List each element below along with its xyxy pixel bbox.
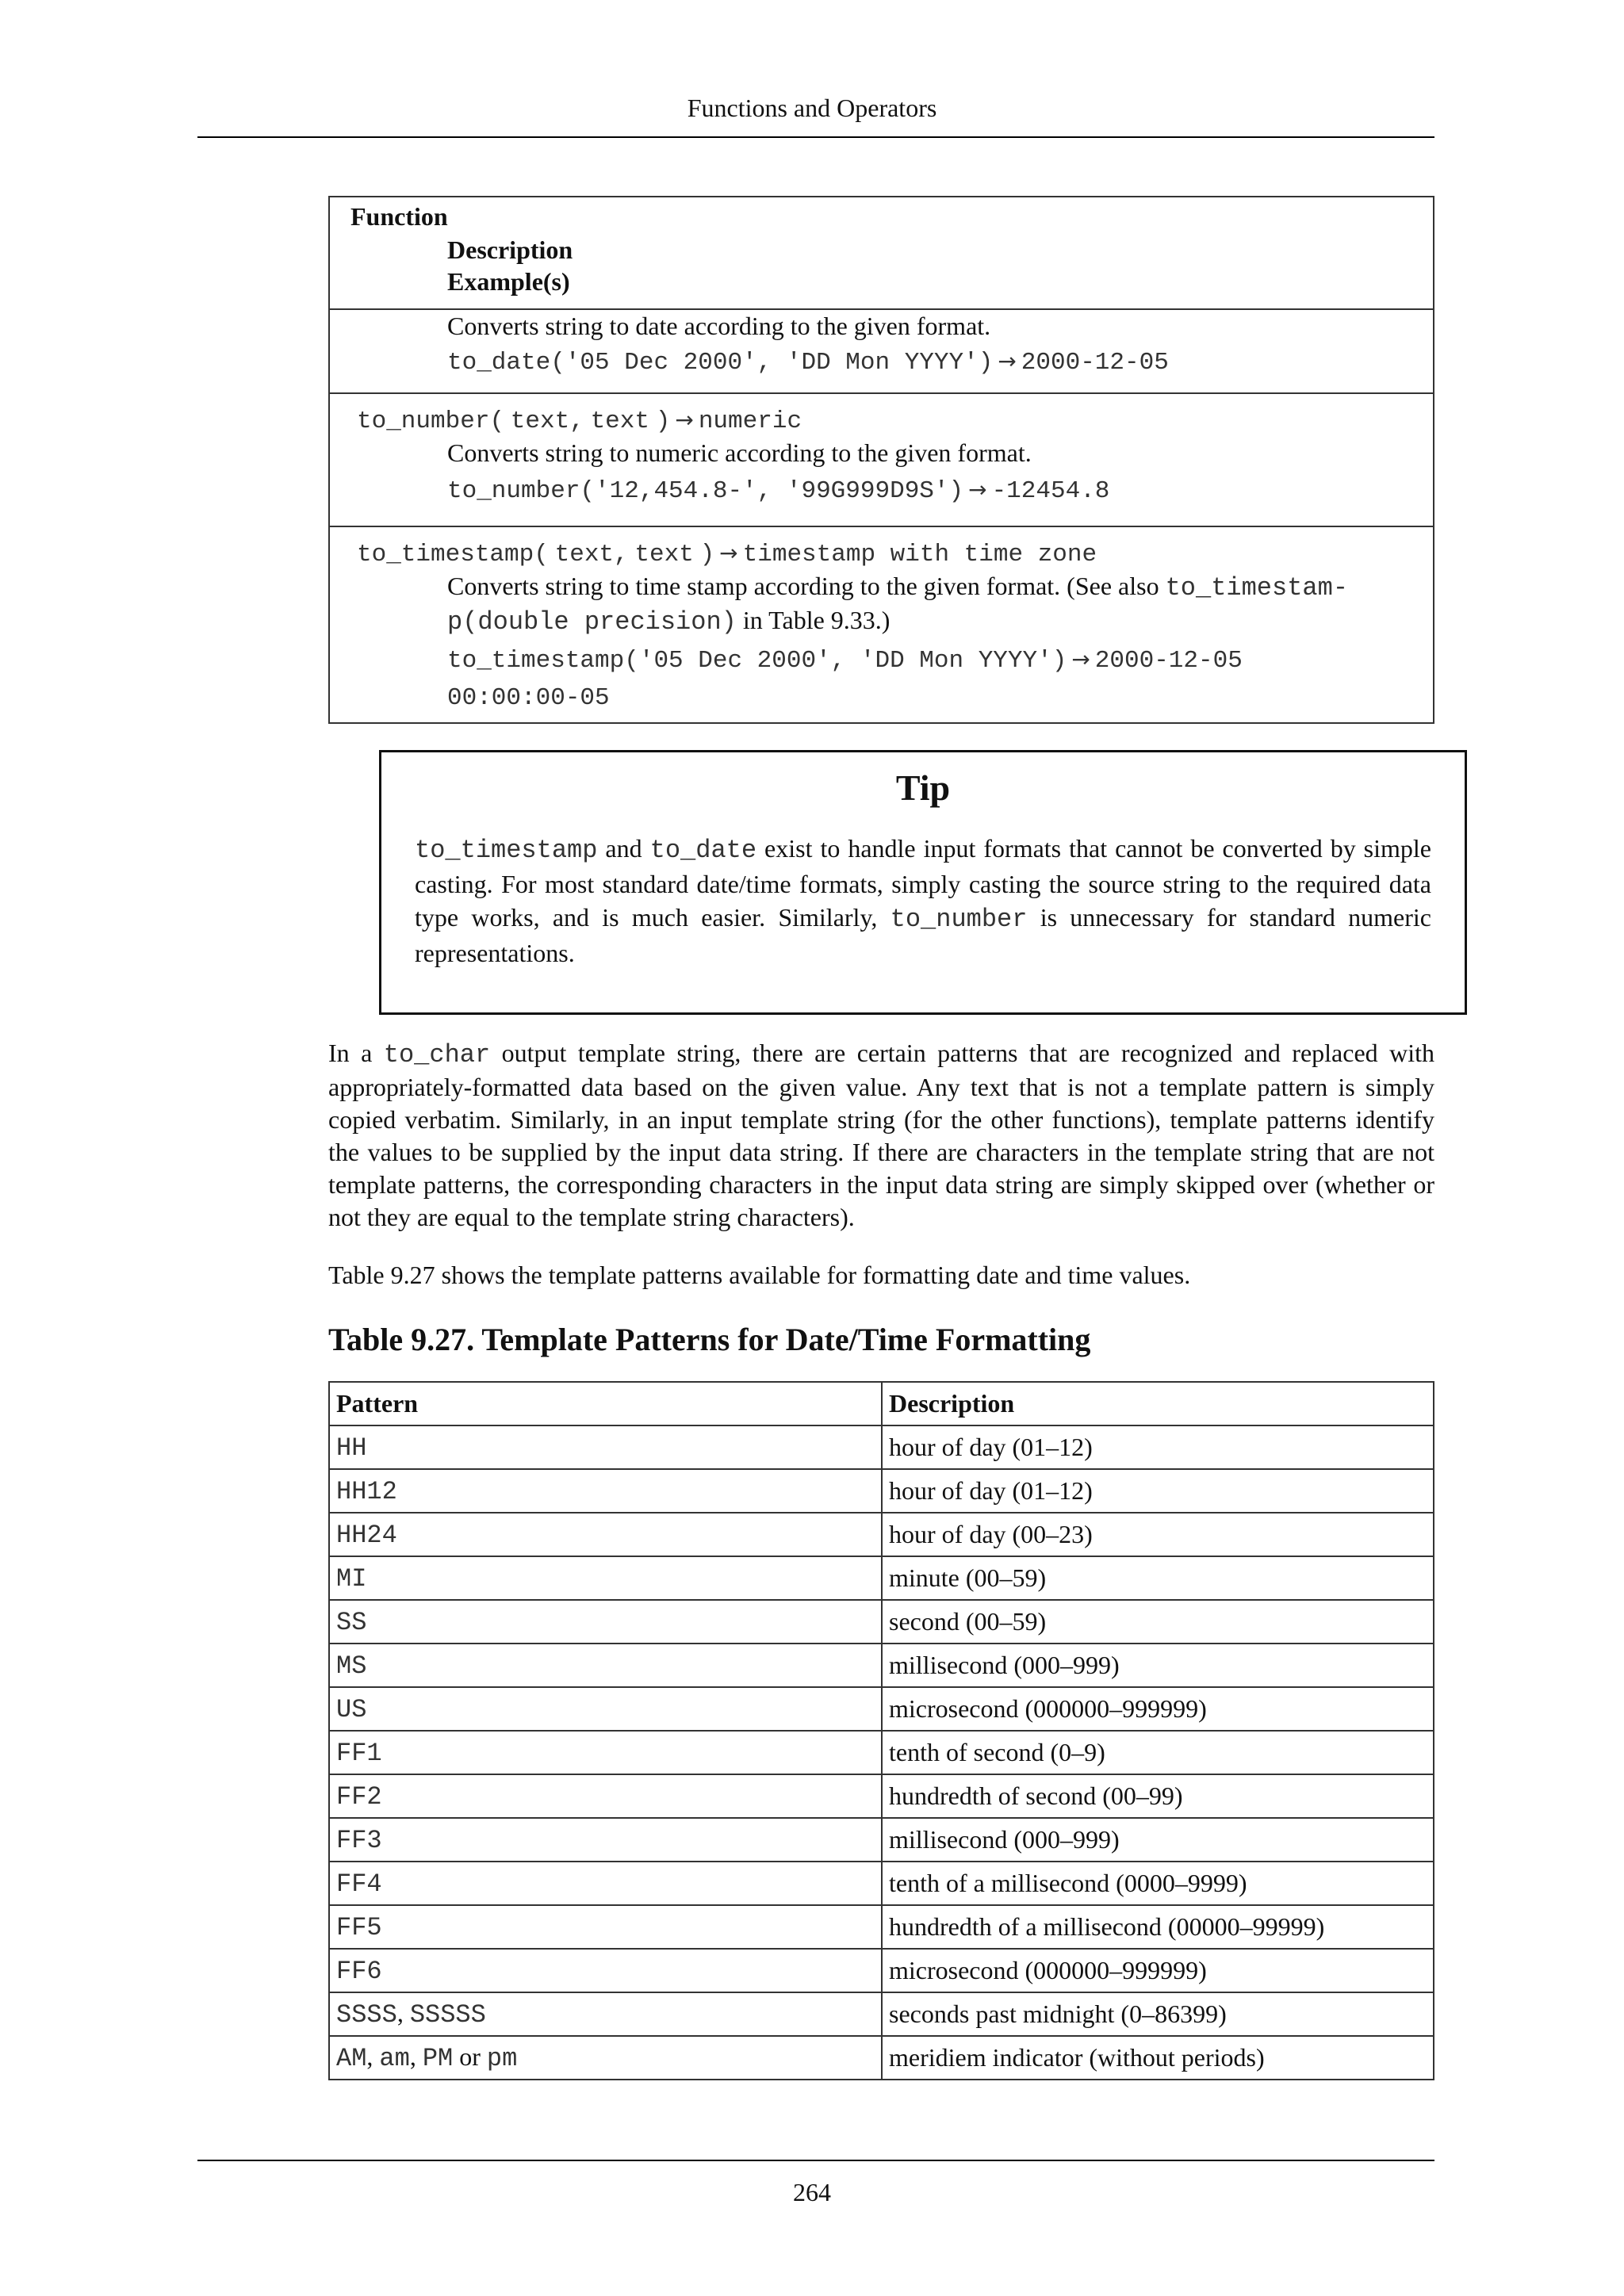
- tip-code: to_number: [890, 905, 1028, 934]
- pattern-code: FF3: [336, 1826, 382, 1855]
- pattern-code: SSSS: [336, 2000, 397, 2030]
- description-cell: tenth of second (0–9): [882, 1731, 1434, 1774]
- argument-type: text: [590, 408, 649, 435]
- pattern-separator: or: [453, 2042, 487, 2071]
- description-cell: hundredth of second (00–99): [882, 1774, 1434, 1818]
- table-row: [329, 1949, 1434, 1992]
- pattern-code: FF2: [336, 1782, 382, 1812]
- function-name: to_timestamp: [357, 541, 534, 568]
- arrow-icon: →: [998, 348, 1017, 374]
- table-row: [329, 1556, 1434, 1600]
- pattern-code: US: [336, 1695, 367, 1724]
- function-example: [447, 641, 1419, 716]
- pattern-code: MI: [336, 1564, 367, 1594]
- description-text: in Table 9.33.): [736, 606, 891, 634]
- pattern-cell: [329, 1513, 882, 1556]
- function-description: [447, 570, 1419, 638]
- pattern-code: FF1: [336, 1739, 382, 1768]
- function-description: Converts string to date according to the given format.: [447, 312, 991, 340]
- header-pattern: Pattern: [329, 1382, 882, 1425]
- pattern-code: SS: [336, 1608, 367, 1637]
- pattern-cell: [329, 1425, 882, 1469]
- description-cell: hour of day (01–12): [882, 1425, 1434, 1469]
- table-row: [329, 2036, 1434, 2080]
- function-signature: [357, 405, 802, 435]
- function-row-to-timestamp: [330, 526, 1433, 722]
- description-text: Converts string to time stamp according to the given format. (See also: [447, 572, 1166, 600]
- table-row: [329, 1862, 1434, 1905]
- paragraph-text: In a: [328, 1039, 384, 1067]
- function-signature: [357, 538, 1097, 568]
- pattern-code: pm: [486, 2044, 518, 2073]
- function-table: [328, 196, 1434, 724]
- example-result: 2000-12-05: [1094, 647, 1243, 675]
- pattern-code: am: [379, 2044, 410, 2073]
- function-name: to_number: [357, 408, 490, 435]
- description-cell: millisecond (000–999): [882, 1644, 1434, 1687]
- pattern-code: PM: [422, 2044, 454, 2073]
- function-row-to-date: [330, 308, 1433, 392]
- pattern-code: HH: [336, 1433, 367, 1463]
- header-description: Description: [882, 1382, 1434, 1425]
- pattern-code: FF6: [336, 1957, 382, 1986]
- description-cell: microsecond (000000–999999): [882, 1949, 1434, 1992]
- pattern-cell: [329, 1818, 882, 1862]
- pattern-cell: [329, 1556, 882, 1600]
- pattern-separator: ,: [409, 2042, 423, 2071]
- function-table-header: [330, 197, 1433, 308]
- example-call: to_number('12,454.8-', '99G999D9S'): [447, 477, 964, 505]
- header-description: Description: [447, 235, 573, 264]
- description-cell: tenth of a millisecond (0000–9999): [882, 1862, 1434, 1905]
- pattern-table-header: [329, 1382, 1434, 1425]
- paren: ): [699, 541, 715, 568]
- table-row: [329, 1513, 1434, 1556]
- example-result: 00:00:00-05: [447, 684, 610, 712]
- example-result: -12454.8: [991, 477, 1110, 505]
- function-example: [447, 343, 1419, 381]
- header-examples: Example(s): [447, 267, 570, 296]
- table-row: [329, 1600, 1434, 1644]
- description-cell: hour of day (00–23): [882, 1513, 1434, 1556]
- paren: ): [655, 408, 671, 435]
- paren: (: [534, 541, 549, 568]
- example-call: to_date('05 Dec 2000', 'DD Mon YYYY'): [447, 349, 994, 377]
- pattern-cell: [329, 1949, 882, 1992]
- page-number: 264: [793, 2178, 831, 2206]
- pattern-code: AM: [336, 2044, 367, 2073]
- description-cell: millisecond (000–999): [882, 1818, 1434, 1862]
- pattern-code: FF4: [336, 1869, 382, 1899]
- pattern-cell: [329, 1469, 882, 1513]
- description-cell: minute (00–59): [882, 1556, 1434, 1600]
- description-cell: seconds past midnight (0–86399): [882, 1992, 1434, 2036]
- pattern-code: MS: [336, 1651, 367, 1681]
- tip-text: exist to handle input formats that cannot be converted by simple casting. For most standard date/time formats, simply casting the source string to the required data type works, and is much easier. Similarly,: [415, 834, 1432, 932]
- argument-type: text: [510, 408, 570, 435]
- table-caption: Table 9.27. Template Patterns for Date/Time Formatting: [328, 1322, 1091, 1357]
- tip-text: and: [597, 834, 650, 863]
- pattern-code: HH12: [336, 1477, 397, 1506]
- pattern-cell: [329, 1687, 882, 1731]
- function-row-to-number: [330, 392, 1433, 526]
- description-cell: hundredth of a millisecond (00000–99999): [882, 1905, 1434, 1949]
- argument-type: text: [634, 541, 694, 568]
- tip-body: [415, 832, 1431, 970]
- paren: (: [489, 408, 505, 435]
- comma: ,: [569, 408, 584, 435]
- table-row: [329, 1731, 1434, 1774]
- function-description: Converts string to numeric according to the given format.: [447, 438, 1032, 467]
- running-header: Functions and Operators: [687, 94, 937, 122]
- pattern-cell: [329, 1644, 882, 1687]
- pattern-cell: [329, 1862, 882, 1905]
- pattern-separator: ,: [366, 2042, 380, 2071]
- header-function: Function: [350, 202, 448, 231]
- description-cell: meridiem indicator (without periods): [882, 2036, 1434, 2080]
- tip-title: Tip: [895, 767, 951, 808]
- example-call: to_timestamp('05 Dec 2000', 'DD Mon YYYY'): [447, 647, 1067, 675]
- paragraph-code: to_char: [383, 1040, 491, 1070]
- description-cell: microsecond (000000–999999): [882, 1687, 1434, 1731]
- table-row: [329, 1687, 1434, 1731]
- example-result: 2000-12-05: [1021, 349, 1169, 377]
- pattern-cell: [329, 1600, 882, 1644]
- pattern-cell: [329, 2036, 882, 2080]
- table-row: [329, 1905, 1434, 1949]
- description-cell: hour of day (01–12): [882, 1469, 1434, 1513]
- pattern-cell: [329, 1992, 882, 2036]
- argument-type: text: [554, 541, 615, 568]
- pattern-cell: [329, 1774, 882, 1818]
- arrow-icon: →: [968, 476, 987, 503]
- function-example: [447, 472, 1419, 509]
- table-row: [329, 1425, 1434, 1469]
- paragraph-table-reference: Table 9.27 shows the template patterns available for formatting date and time values.: [328, 1261, 1191, 1289]
- arrow-icon: →: [719, 540, 738, 566]
- description-cell: second (00–59): [882, 1600, 1434, 1644]
- paragraph-text: output template string, there are certain patterns that are recognized and replaced with appropriately-formatted data based on the given value. Any text that is not a template pattern is simply copied verbatim. Similarly, in an input template string (for the other functions), template patterns identify the values to be supplied by the input data string. If there are characters in the template string that are not template patterns, the corresponding characters in the input data string are simply skipped over (whether or not they are equal to the template string characters).: [328, 1039, 1435, 1231]
- header-rule: [197, 136, 1434, 138]
- pattern-cell: [329, 1905, 882, 1949]
- description-code: p(double precision): [447, 607, 737, 637]
- arrow-icon: →: [675, 407, 694, 433]
- footer-rule: [197, 2160, 1434, 2161]
- tip-code: to_date: [649, 836, 757, 865]
- comma: ,: [614, 541, 629, 568]
- tip-code: to_timestamp: [415, 836, 598, 865]
- pattern-cell: [329, 1731, 882, 1774]
- table-row: [329, 1774, 1434, 1818]
- arrow-icon: →: [1071, 646, 1090, 672]
- paragraph-template-patterns: [328, 1037, 1434, 1234]
- description-code: to_timestam-: [1165, 573, 1349, 603]
- pattern-code: HH24: [336, 1521, 397, 1550]
- pattern-table: [328, 1381, 1434, 2080]
- table-row: [329, 1469, 1434, 1513]
- tip-text: is unnecessary for standard numeric representations.: [415, 903, 1432, 967]
- return-type: timestamp with time zone: [742, 541, 1097, 568]
- table-row: [329, 1644, 1434, 1687]
- table-row: [329, 1992, 1434, 2036]
- pattern-code: SSSSS: [409, 2000, 486, 2030]
- pattern-code: FF5: [336, 1913, 382, 1942]
- return-type: numeric: [698, 408, 802, 435]
- tip-box: [379, 750, 1467, 1015]
- table-row: [329, 1818, 1434, 1862]
- pattern-separator: ,: [396, 1999, 410, 2027]
